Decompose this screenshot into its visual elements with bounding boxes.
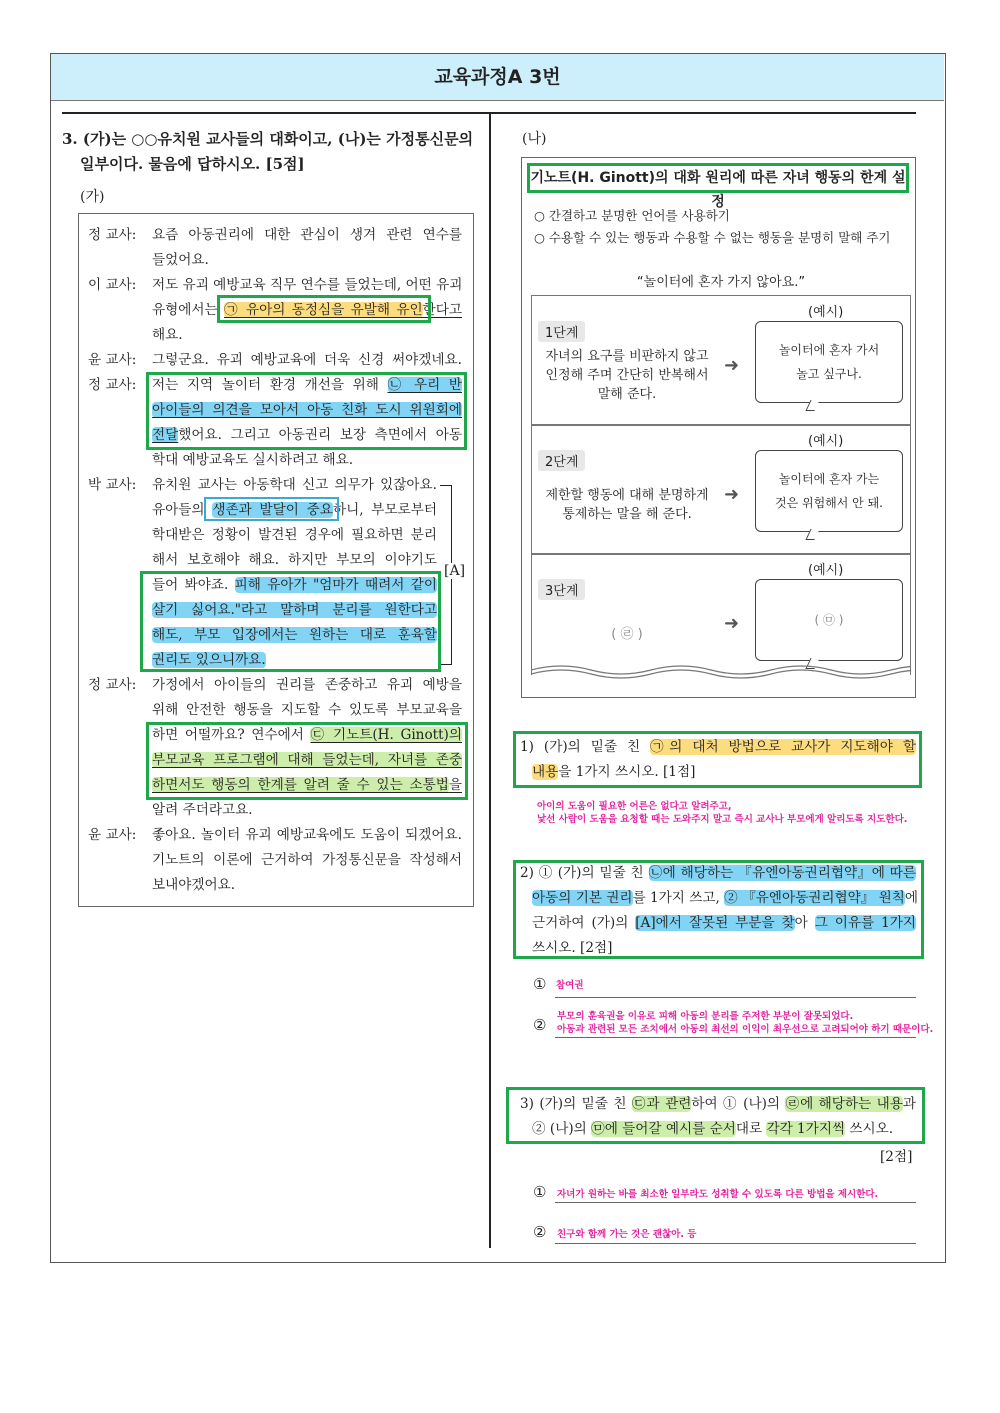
bubble-text xyxy=(779,338,879,386)
text-segment: 그렇군요. 유괴 예방교육에 더욱 신경 써야겠네요. xyxy=(152,352,462,368)
answer-3-2: 친구와 함께 가는 것은 괜찮아. 등 xyxy=(557,1229,697,1240)
dialogue-line xyxy=(152,724,462,746)
highlighted-text: 하면서도 행동의 한계를 알려 줄 수 있는 소통법 xyxy=(152,777,449,793)
dialogue-line xyxy=(152,824,462,846)
bullet-item: ○ 간결하고 분명한 언어를 사용하기 xyxy=(534,208,730,223)
question-line xyxy=(520,862,916,884)
question-line xyxy=(520,1093,916,1115)
question-line xyxy=(532,761,916,783)
dialogue-line xyxy=(152,624,437,646)
text-segment: 학대 예방교육도 실시하려고 해요. xyxy=(152,452,354,468)
question-line xyxy=(532,1118,916,1140)
newsletter-title: 기노트(H. Ginott)의 대화 원리에 따른 자녀 행동의 한계 설정 xyxy=(527,163,909,193)
highlighted-text: ㉡에 해당하는 『유엔아동권리협약』에 따른 xyxy=(648,865,916,881)
dialogue-line xyxy=(152,474,437,496)
step-tag: 1단계 xyxy=(538,321,585,342)
q3-points: [2점] xyxy=(880,1149,913,1165)
step-description-line: 인정해 주며 간단히 반복해서 xyxy=(545,368,709,383)
step-tag: 3단계 xyxy=(538,579,585,600)
dialogue-line xyxy=(152,799,462,821)
highlighted-text: ② 『유엔아동권리협약』 원칙 xyxy=(724,890,905,906)
highlighted-text: 전달 xyxy=(152,427,179,443)
speech-bubble xyxy=(755,579,903,661)
text-segment: 해서 보호해야 해요. 하지만 부모의 이야기도 xyxy=(152,552,437,568)
step-description-line: 자녀의 요구를 비판하지 않고 xyxy=(545,349,709,364)
step-description-line: 제한할 행동에 대해 분명하게 xyxy=(545,488,709,503)
dialogue-line xyxy=(152,349,462,371)
dialogue-line xyxy=(152,849,462,871)
bubble-line: 것은 위험해서 안 돼. xyxy=(775,496,883,510)
answer-line xyxy=(555,1202,916,1203)
dialogue-line xyxy=(152,574,437,596)
text-segment: 근거하여 (가)의 xyxy=(532,915,636,931)
answer-line xyxy=(555,1037,916,1038)
row-divider xyxy=(531,424,911,426)
highlight-box xyxy=(204,497,339,521)
answer-1-line2: 낯선 사람이 도움을 요청할 때는 도와주지 말고 즉시 교사나 부모에게 알리도록 지도한다. xyxy=(537,814,908,825)
question-line xyxy=(520,736,916,758)
arrow-icon: ➜ xyxy=(724,484,740,505)
dialogue-line xyxy=(152,549,437,571)
label-ga: (가) xyxy=(80,189,105,205)
text-segment: 를 1가지 쓰고, xyxy=(632,890,725,906)
dialogue-line xyxy=(152,599,437,621)
arrow-icon: ➜ xyxy=(724,355,740,376)
text-segment: 쓰시오. xyxy=(845,1121,894,1137)
text-segment: 아 xyxy=(794,915,815,931)
bubble-line: 놀고 싶구나. xyxy=(796,367,862,381)
wavy-edge xyxy=(531,660,911,680)
dialogue-line xyxy=(152,524,437,546)
column-divider xyxy=(489,113,491,1248)
dialogue-line xyxy=(152,224,462,246)
dialogue-line xyxy=(152,249,462,271)
answer-number: ② xyxy=(533,1016,547,1034)
highlighted-text: 아동의 기본 권리 xyxy=(532,890,633,906)
text-segment: 유아들의 xyxy=(152,502,213,518)
bubble-line: ( ㉤ ) xyxy=(814,613,844,627)
highlighted-text: 을 xyxy=(448,777,462,793)
dialogue-line xyxy=(152,324,462,346)
highlighted-text: 아이들의 의견을 모아서 아동 친화 도시 위원회에 xyxy=(152,402,462,418)
highlighted-text: 권리도 있으니까요. xyxy=(152,652,266,668)
example-label: (예시) xyxy=(808,434,844,449)
highlighted-text: ㉢과 관련 xyxy=(631,1096,692,1112)
question-stem-line1: 3. (가)는 ○○유치원 교사들의 대화이고, (나)는 가정통신문의 xyxy=(62,130,474,148)
bullet-item: ○ 수용할 수 있는 행동과 수용할 수 없는 행동을 분명히 말해 주기 xyxy=(534,230,891,245)
highlighted-text: ㉠의 대처 방법으로 교사가 지도해야 할 xyxy=(650,739,916,755)
bubble-text xyxy=(815,608,844,632)
dialogue-line xyxy=(152,399,462,421)
example-label: (예시) xyxy=(808,305,844,320)
dialogue-line xyxy=(152,749,462,771)
highlighted-text: ㉠ 유아의 동정심을 유발해 유인 xyxy=(224,302,423,318)
speaker-label: 정 교사: xyxy=(88,377,137,393)
step-description xyxy=(536,347,718,404)
question-line xyxy=(532,887,919,909)
dialogue-line xyxy=(152,649,462,671)
speaker-label: 윤 교사: xyxy=(88,352,137,368)
arrow-icon: ➜ xyxy=(724,613,740,634)
dialogue-line xyxy=(152,774,462,796)
answer-1-line1: 아이의 도움이 필요한 어른은 없다고 알려주고, xyxy=(537,801,732,812)
dialogue-line xyxy=(152,299,462,321)
text-segment: 했어요. 그리고 아동권리 보장 측면에서 아동 xyxy=(178,427,462,443)
text-segment: 에 xyxy=(904,890,919,906)
text-segment: 쓰시오. [2점] xyxy=(532,940,613,956)
dialogue-line xyxy=(152,674,462,696)
speech-bubble xyxy=(755,450,903,532)
text-segment: 저도 유괴 예방교육 직무 연수를 들었는데, 어떤 유괴 xyxy=(152,277,463,293)
highlighted-text: [A]에서 잘못된 부분을 찾 xyxy=(635,915,795,931)
speaker-label: 정 교사: xyxy=(88,227,137,243)
highlighted-text: 한다고 xyxy=(422,302,462,318)
highlighted-text: 살기 싫어요."라고 말하며 분리를 원한다고 xyxy=(152,602,437,618)
answer-number: ② xyxy=(533,1223,547,1241)
text-segment: 을 1가지 쓰시오. [1점] xyxy=(558,764,696,780)
highlighted-text: ㉣에 해당하는 내용 xyxy=(785,1096,903,1112)
text-segment: 하면 어떨까요? 연수에서 xyxy=(152,727,311,743)
dialogue-line xyxy=(152,424,462,446)
bubble-line: 놀이터에 혼자 가는 xyxy=(778,472,880,486)
answer-2-1: 참여권 xyxy=(556,980,584,991)
text-segment: 과 xyxy=(902,1096,917,1112)
text-segment: 2) ① (가)의 밑줄 친 xyxy=(520,865,649,881)
text-segment: 들어 봐야죠. xyxy=(152,577,235,593)
text-segment: 보내야겠어요. xyxy=(152,877,236,893)
highlighted-text: 생존과 발달이 중요 xyxy=(212,502,333,518)
text-segment: 대로 xyxy=(735,1121,767,1137)
text-segment: 위해 안전한 행동을 지도할 수 있도록 부모교육을 xyxy=(152,702,462,718)
dialogue-line xyxy=(152,874,462,896)
text-segment: 기노트의 이론에 근거하여 가정통신문을 작성해서 xyxy=(152,852,462,868)
answer-2-2-line2: 아동과 관련된 모든 조치에서 아동의 최선의 이익이 최우선으로 고려되어야 하기 때문이다. xyxy=(557,1024,934,1035)
speaker-label: 박 교사: xyxy=(88,477,137,493)
row-divider xyxy=(531,553,911,555)
speaker-label: 이 교사: xyxy=(88,277,137,293)
highlighted-text: 내용 xyxy=(532,764,559,780)
text-segment: 가정에서 아이들의 권리를 존중하고 유괴 예방을 xyxy=(152,677,462,693)
text-segment: 좋아요. 놀이터 유괴 예방교육에도 도움이 되겠어요. xyxy=(152,827,462,843)
speech-bubble xyxy=(755,321,903,403)
speaker-label: 윤 교사: xyxy=(88,827,137,843)
step-description xyxy=(536,625,718,644)
text-segment: 1) (가)의 밑줄 친 xyxy=(520,739,651,755)
text-segment: 유형에서는 xyxy=(152,302,225,318)
highlighted-text: 부모교육 프로그램에 대해 들었는데, 자녀를 존중 xyxy=(152,752,462,768)
answer-2-2-line1: 부모의 훈육권을 이유로 피해 아동의 분리를 주저한 부분이 잘못되었다. xyxy=(557,1011,854,1022)
text-segment: 알려 주더라고요. xyxy=(152,802,253,818)
text-segment: ② (나)의 xyxy=(532,1121,592,1137)
bubble-line: 놀이터에 혼자 가서 xyxy=(778,343,880,357)
question-line xyxy=(532,937,916,959)
dialogue-line xyxy=(152,374,462,396)
highlighted-text: 피해 유아가 "엄마가 때려서 같이 xyxy=(234,577,438,593)
dialogue-line xyxy=(152,449,462,471)
bubble-text xyxy=(775,467,883,515)
text-segment: 저는 지역 놀이터 환경 개선을 위해 xyxy=(152,377,388,393)
highlighted-text: ㉡ 우리 반 xyxy=(387,377,462,393)
page-title: 교육과정A 3번 xyxy=(51,54,944,101)
text-segment: 학대받은 정황이 발견된 경우에 필요하면 분리 xyxy=(152,527,437,543)
highlighted-text: 그 이유를 1가지 xyxy=(814,915,916,931)
dialogue-line xyxy=(152,274,462,296)
answer-number: ① xyxy=(533,975,547,993)
highlighted-text: ㉢ 기노트(H. Ginott)의 xyxy=(310,727,462,743)
text-segment: 하니, 부모로부터 xyxy=(332,502,437,518)
bracket-a-label: [A] xyxy=(444,563,466,579)
step-tag: 2단계 xyxy=(538,450,585,471)
highlighted-text: 각각 1가지씩 xyxy=(766,1121,846,1137)
step-description-line: 통제하는 말을 해 준다. xyxy=(562,507,692,522)
step-description xyxy=(536,486,718,524)
label-na: (나) xyxy=(522,131,547,147)
step-description-line: 말해 준다. xyxy=(597,387,657,402)
answer-3-1: 자녀가 원하는 바를 최소한 일부라도 성취할 수 있도록 다른 방법을 제시한다. xyxy=(557,1189,879,1200)
text-segment: 들었어요. xyxy=(152,252,209,268)
newsletter-quote: “놀이터에 혼자 가지 않아요.” xyxy=(636,275,806,290)
step-description-line: ( ㉣ ) xyxy=(611,627,643,642)
text-segment: 3) (가)의 밑줄 친 xyxy=(520,1096,632,1112)
text-segment: 유치원 교사는 아동학대 신고 의무가 있잖아요. xyxy=(152,477,437,493)
highlighted-text: 해도, 부모 입장에서는 원하는 대로 훈육할 xyxy=(152,627,437,643)
question-stem-line2: 일부이다. 물음에 답하시오. [5점] xyxy=(80,155,305,173)
text-segment: 하여 ① (나)의 xyxy=(691,1096,786,1112)
text-segment: 해요. xyxy=(152,327,183,343)
speaker-label: 정 교사: xyxy=(88,677,137,693)
text-segment: 요즘 아동권리에 대한 관심이 생겨 관련 연수를 xyxy=(152,227,462,243)
example-label: (예시) xyxy=(808,563,844,578)
answer-line xyxy=(555,1243,916,1244)
answer-line xyxy=(555,997,916,998)
question-line xyxy=(532,912,916,934)
dialogue-line xyxy=(152,699,462,721)
answer-number: ① xyxy=(533,1183,547,1201)
highlighted-text: ㉤에 들어갈 예시를 순서 xyxy=(591,1121,736,1137)
